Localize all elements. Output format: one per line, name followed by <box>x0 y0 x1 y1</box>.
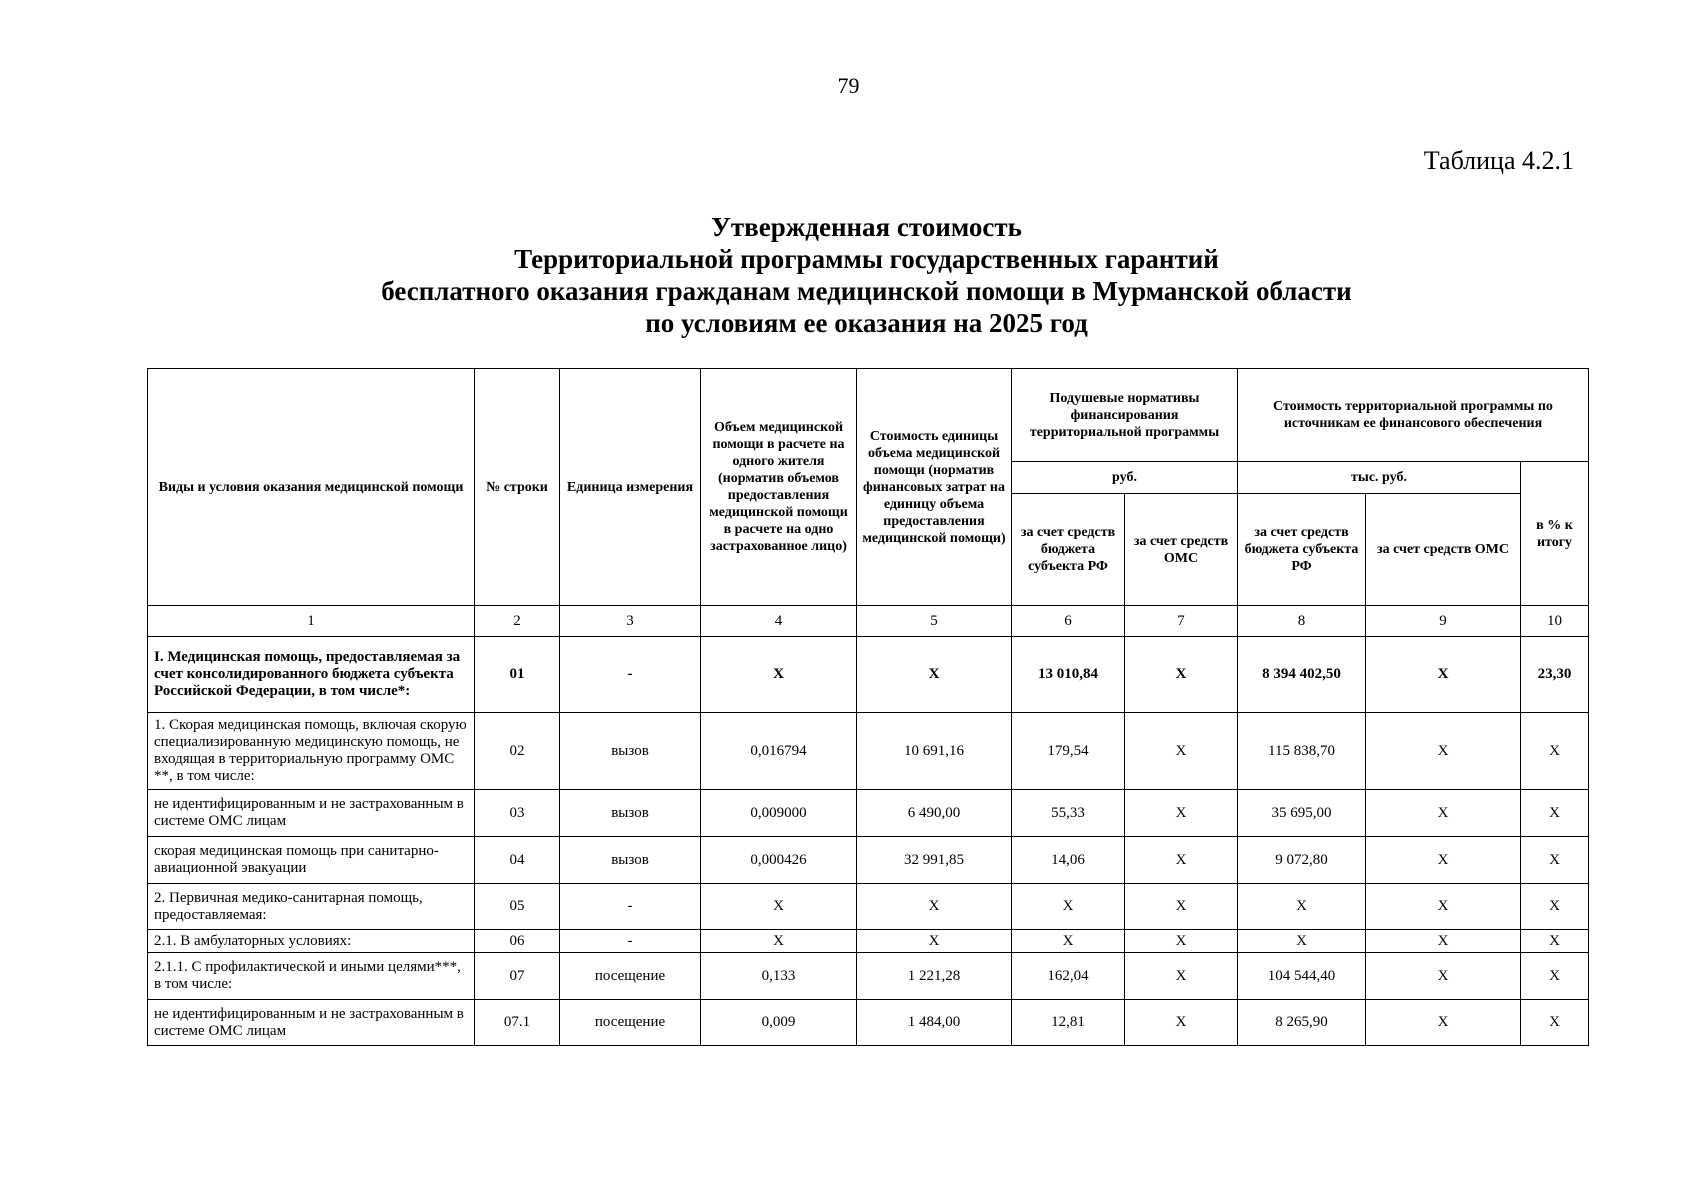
row-budget-thous: 35 695,00 <box>1238 790 1366 837</box>
row-oms-thous: X <box>1366 1000 1521 1046</box>
row-percent: X <box>1521 713 1589 790</box>
row-percent: X <box>1521 1000 1589 1046</box>
row-budget-thous: 104 544,40 <box>1238 953 1366 1000</box>
column-number: 5 <box>857 606 1012 637</box>
row-oms-thous: X <box>1366 790 1521 837</box>
column-numbers-row <box>148 606 1589 637</box>
row-percent: X <box>1521 790 1589 837</box>
row-oms-thous: X <box>1366 930 1521 953</box>
row-unit: вызов <box>560 790 701 837</box>
row-percent: X <box>1521 837 1589 884</box>
row-unit: - <box>560 930 701 953</box>
table-row <box>148 1000 1589 1046</box>
row-line-number: 05 <box>475 884 560 930</box>
row-oms-rub: X <box>1125 930 1238 953</box>
row-oms-rub: X <box>1125 1000 1238 1046</box>
header-budget-rub: за счет средств бюджета субъекта РФ <box>1012 494 1125 606</box>
row-unit-cost: 1 484,00 <box>857 1000 1012 1046</box>
row-budget-rub: X <box>1012 930 1125 953</box>
table-row <box>148 837 1589 884</box>
row-line-number: 02 <box>475 713 560 790</box>
row-oms-thous: X <box>1366 713 1521 790</box>
column-number: 2 <box>475 606 560 637</box>
table-row <box>148 930 1589 953</box>
table-row <box>148 790 1589 837</box>
header-per-capita-group: Подушевые нормативы финансирования территориальной программы <box>1012 369 1238 462</box>
row-percent: X <box>1521 930 1589 953</box>
row-unit: вызов <box>560 713 701 790</box>
header-cost-group: Стоимость территориальной программы по источникам ее финансового обеспечения <box>1238 369 1589 462</box>
row-label: 2.1.1. С профилактической и иными целями***, в том числе: <box>148 953 475 1000</box>
column-number: 10 <box>1521 606 1589 637</box>
column-number: 9 <box>1366 606 1521 637</box>
header-oms-rub: за счет средств ОМС <box>1125 494 1238 606</box>
column-number: 1 <box>148 606 475 637</box>
cost-table <box>147 368 1589 1046</box>
column-number: 6 <box>1012 606 1125 637</box>
row-oms-rub: X <box>1125 884 1238 930</box>
row-unit: - <box>560 884 701 930</box>
row-oms-thous: X <box>1366 637 1521 713</box>
row-percent: X <box>1521 953 1589 1000</box>
row-label: не идентифицированным и не застрахованным в системе ОМС лицам <box>148 790 475 837</box>
title-line-1: Утвержденная стоимость <box>711 212 1022 242</box>
row-line-number: 07 <box>475 953 560 1000</box>
row-volume: 0,000426 <box>701 837 857 884</box>
row-oms-thous: X <box>1366 884 1521 930</box>
row-label: I. Медицинская помощь, предоставляемая за счет консолидированного бюджета субъекта Российской Федерации, в том числе*: <box>148 637 475 713</box>
row-unit-cost: X <box>857 637 1012 713</box>
row-budget-rub: 14,06 <box>1012 837 1125 884</box>
row-unit-cost: 10 691,16 <box>857 713 1012 790</box>
row-volume: 0,009 <box>701 1000 857 1046</box>
row-budget-rub: 179,54 <box>1012 713 1125 790</box>
row-oms-rub: X <box>1125 713 1238 790</box>
row-budget-thous: X <box>1238 884 1366 930</box>
row-line-number: 03 <box>475 790 560 837</box>
row-unit-cost: 6 490,00 <box>857 790 1012 837</box>
row-volume: 0,016794 <box>701 713 857 790</box>
header-kinds: Виды и условия оказания медицинской помощи <box>148 369 475 606</box>
row-budget-thous: 8 394 402,50 <box>1238 637 1366 713</box>
row-line-number: 01 <box>475 637 560 713</box>
row-volume: 0,133 <box>701 953 857 1000</box>
row-oms-thous: X <box>1366 837 1521 884</box>
row-volume: X <box>701 884 857 930</box>
row-volume: 0,009000 <box>701 790 857 837</box>
row-budget-rub: 55,33 <box>1012 790 1125 837</box>
header-volume: Объем медицинской помощи в расчете на одного жителя (норматив объемов предоставления медицинской помощи в расчете на одно застрахованное лицо) <box>701 369 857 606</box>
table-label: Таблица 4.2.1 <box>1423 146 1574 175</box>
title-line-3: бесплатного оказания гражданам медицинской помощи в Мурманской области <box>381 276 1352 306</box>
row-unit-cost: 32 991,85 <box>857 837 1012 884</box>
row-budget-thous: 115 838,70 <box>1238 713 1366 790</box>
table-row <box>148 953 1589 1000</box>
document-title <box>0 211 1697 339</box>
row-unit-cost: 1 221,28 <box>857 953 1012 1000</box>
row-unit-cost: X <box>857 884 1012 930</box>
row-unit: - <box>560 637 701 713</box>
row-label: 2.1. В амбулаторных условиях: <box>148 930 475 953</box>
row-label: 1. Скорая медицинская помощь, включая скорую специализированную медицинскую помощь, не входящая в территориальную программу ОМС **, в том числе: <box>148 713 475 790</box>
row-volume: X <box>701 637 857 713</box>
header-rub: руб. <box>1012 462 1238 494</box>
row-label: не идентифицированным и не застрахованным в системе ОМС лицам <box>148 1000 475 1046</box>
table-row <box>148 884 1589 930</box>
header-oms-thous: за счет средств ОМС <box>1366 494 1521 606</box>
row-budget-thous: X <box>1238 930 1366 953</box>
row-budget-rub: 13 010,84 <box>1012 637 1125 713</box>
row-unit: вызов <box>560 837 701 884</box>
row-percent: X <box>1521 884 1589 930</box>
row-unit: посещение <box>560 953 701 1000</box>
table-row <box>148 713 1589 790</box>
row-oms-rub: X <box>1125 953 1238 1000</box>
title-line-2: Территориальной программы государственных гарантий <box>514 244 1219 274</box>
page-number: 79 <box>837 73 860 98</box>
row-percent: 23,30 <box>1521 637 1589 713</box>
header-budget-thous: за счет средств бюджета субъекта РФ <box>1238 494 1366 606</box>
row-budget-rub: 12,81 <box>1012 1000 1125 1046</box>
header-thous-rub: тыс. руб. <box>1238 462 1521 494</box>
column-number: 7 <box>1125 606 1238 637</box>
row-budget-rub: 162,04 <box>1012 953 1125 1000</box>
row-unit-cost: X <box>857 930 1012 953</box>
table-row <box>148 637 1589 713</box>
row-volume: X <box>701 930 857 953</box>
row-oms-rub: X <box>1125 637 1238 713</box>
header-percent: в % к итогу <box>1521 462 1589 606</box>
row-budget-thous: 9 072,80 <box>1238 837 1366 884</box>
row-label: скорая медицинская помощь при санитарно-авиационной эвакуации <box>148 837 475 884</box>
row-label: 2. Первичная медико-санитарная помощь, предоставляемая: <box>148 884 475 930</box>
header-unit-cost: Стоимость единицы объема медицинской помощи (норматив финансовых затрат на единицу объема предоставления медицинской помощи) <box>857 369 1012 606</box>
row-oms-rub: X <box>1125 790 1238 837</box>
column-number: 3 <box>560 606 701 637</box>
header-row-1 <box>148 369 1589 462</box>
title-line-4: по условиям ее оказания на 2025 год <box>645 308 1088 338</box>
header-unit: Единица измерения <box>560 369 701 606</box>
row-line-number: 04 <box>475 837 560 884</box>
header-line-number: № строки <box>475 369 560 606</box>
row-line-number: 06 <box>475 930 560 953</box>
row-line-number: 07.1 <box>475 1000 560 1046</box>
row-unit: посещение <box>560 1000 701 1046</box>
column-number: 4 <box>701 606 857 637</box>
row-budget-rub: X <box>1012 884 1125 930</box>
row-oms-thous: X <box>1366 953 1521 1000</box>
column-number: 8 <box>1238 606 1366 637</box>
row-oms-rub: X <box>1125 837 1238 884</box>
row-budget-thous: 8 265,90 <box>1238 1000 1366 1046</box>
